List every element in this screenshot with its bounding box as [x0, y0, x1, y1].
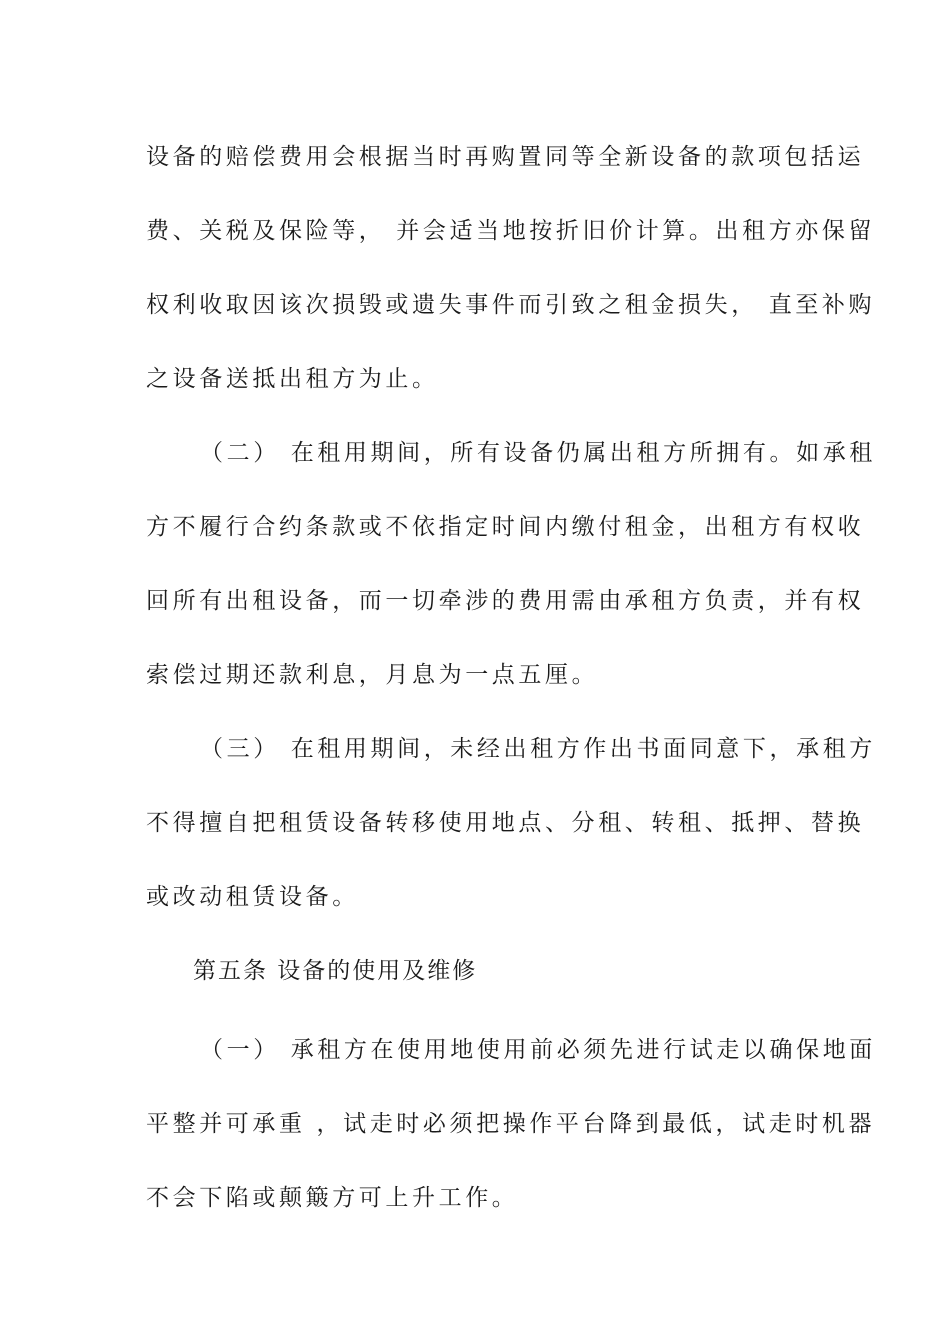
paragraph-line: 索偿过期还款利息，月息为一点五厘。: [146, 662, 599, 688]
paragraph-line: 不会下陷或颠簸方可上升工作。: [146, 1185, 519, 1211]
paragraph-line: 回所有出租设备，而一切牵涉的费用需由承租方负责，并有权: [146, 588, 865, 614]
paragraph-line: 设备的赔偿费用会根据当时再购置同等全新设备的款项包括运: [146, 144, 865, 170]
paragraph-line: 权利收取因该次损毁或遗失事件而引致之租金损失， 直至补购: [146, 292, 876, 318]
paragraph-line: 不得擅自把租赁设备转移使用地点、分租、转租、抵押、替换: [146, 810, 865, 836]
article-5-heading: 第五条 设备的使用及维修: [193, 958, 478, 984]
paragraph-line: 或改动租赁设备。: [146, 884, 359, 910]
paragraph-line: 费、关税及保险等， 并会适当地按折旧价计算。出租方亦保留: [146, 218, 876, 244]
clause-2-line: （二） 在租用期间，所有设备仍属出租方所拥有。如承租: [200, 440, 876, 466]
paragraph-line: 方不履行合约条款或不依指定时间内缴付租金，出租方有权收: [146, 514, 865, 540]
clause-1-line: （一） 承租方在使用地使用前必须先进行试走以确保地面: [200, 1037, 876, 1063]
clause-3-line: （三） 在租用期间，未经出租方作出书面同意下，承租方: [200, 736, 876, 762]
paragraph-line: 平整并可承重 ，试走时必须把操作平台降到最低，试走时机器: [146, 1111, 876, 1137]
paragraph-line: 之设备送抵出租方为止。: [146, 366, 439, 392]
